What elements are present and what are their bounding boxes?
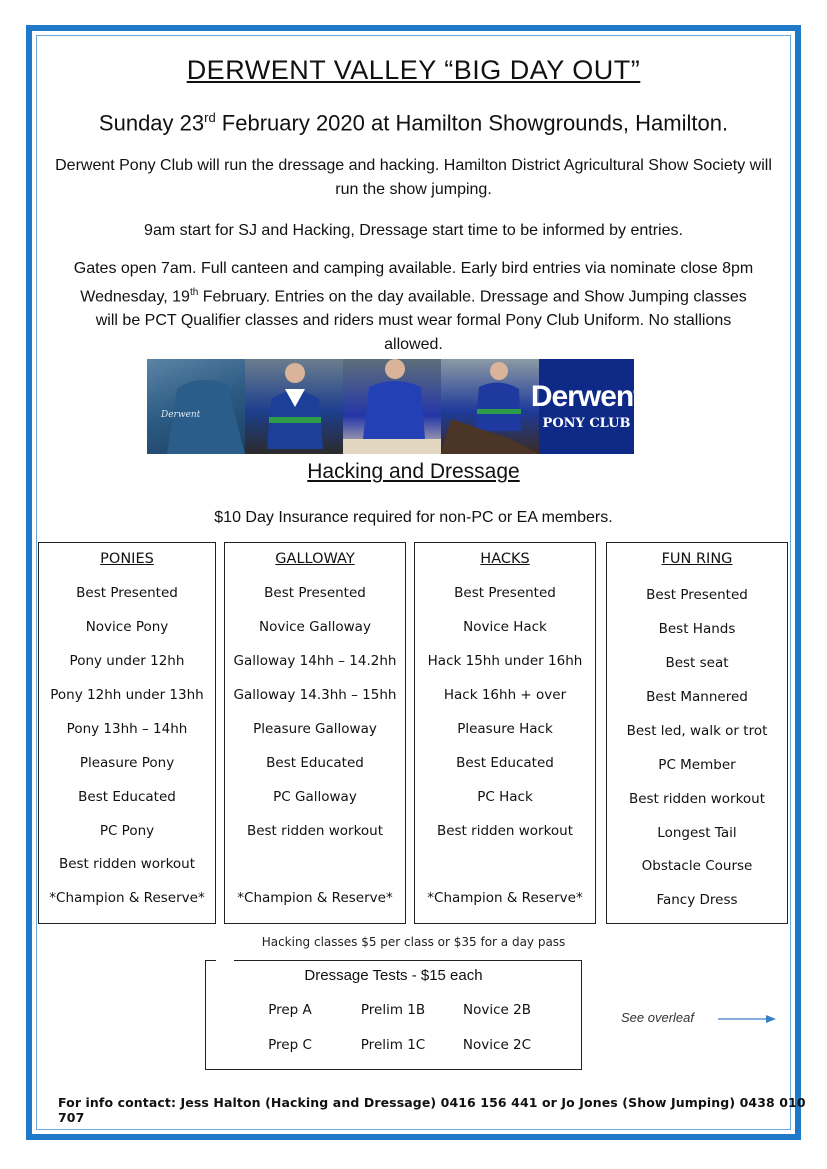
dressage-test: Novice 2C <box>462 1037 532 1053</box>
class-item: Galloway 14.3hh – 15hh <box>233 687 397 703</box>
class-item: Hack 15hh under 16hh <box>427 653 583 669</box>
intro-paragraph: Derwent Pony Club will run the dressage and hacking. Hamilton District Agricultural Show Society will run the show jumping. <box>55 157 772 198</box>
class-item: Pony 12hh under 13hh <box>50 687 204 703</box>
class-item: Pleasure Hack <box>457 721 553 737</box>
class-item: Best ridden workout <box>58 856 196 872</box>
dressage-test: Novice 2B <box>463 1002 531 1018</box>
class-item: PC Galloway <box>273 789 357 805</box>
class-box-galloway <box>224 542 406 924</box>
class-item: Best Presented <box>76 585 178 601</box>
class-box-ponies <box>38 542 216 924</box>
class-item: Best Educated <box>78 789 176 805</box>
rider-icon <box>343 359 441 454</box>
svg-text:Derwent: Derwent <box>161 410 201 420</box>
photo-rider-jacket <box>147 359 245 454</box>
class-item: Novice Galloway <box>259 619 371 635</box>
class-box-heading: GALLOWAY <box>275 551 355 567</box>
class-item: Best Hands <box>658 621 736 637</box>
class-item: Hack 16hh + over <box>443 687 567 703</box>
class-item: PC Hack <box>477 789 533 805</box>
photo-banner <box>147 359 643 454</box>
class-item: *Champion & Reserve* <box>237 890 393 906</box>
class-item: Fancy Dress <box>656 892 738 908</box>
photo-rider-two <box>245 359 343 454</box>
class-item: Best led, walk or trot <box>626 723 768 739</box>
class-item: Best Mannered <box>646 689 748 705</box>
class-item: Pleasure Pony <box>79 755 175 771</box>
class-box-heading: FUN RING <box>661 551 733 567</box>
derwent-pony-club-logo: Derwent PONY CLUB <box>539 359 634 454</box>
border-gap <box>216 959 234 963</box>
arrow-right-icon <box>718 1013 778 1025</box>
photo-rider-three <box>343 359 441 454</box>
hacking-fees-note: Hacking classes $5 per class or $35 for a day pass <box>261 935 566 949</box>
rider-icon <box>441 359 539 454</box>
section-title: Hacking and Dressage <box>307 460 520 483</box>
class-item: Best ridden workout <box>628 791 766 807</box>
class-item: Galloway 14hh – 14.2hh <box>233 653 397 669</box>
class-item: Pleasure Galloway <box>253 721 377 737</box>
dressage-title: Dressage Tests - $15 each <box>304 967 483 984</box>
class-item: Novice Hack <box>463 619 547 635</box>
jacket-icon <box>147 359 245 454</box>
class-item: PC Member <box>658 757 736 773</box>
gates-paragraph: Gates open 7am. Full canteen and camping available. Early bird entries via nominate close 8pm Wednesday, 19th February. Entries on the day available. Dressage and Show Jumping classes will be PCT Qualifier classes and riders must wear formal Pony Club Uniform. No stallions allowed. <box>73 260 754 354</box>
class-item: PC Pony <box>99 823 155 839</box>
class-item: Best Educated <box>456 755 554 771</box>
dressage-test: Prep C <box>268 1037 312 1053</box>
dressage-tests-box <box>205 960 582 1070</box>
start-times: 9am start for SJ and Hacking, Dressage start time to be informed by entries. <box>144 222 683 239</box>
class-item: Pony under 12hh <box>69 653 185 669</box>
event-title: DERWENT VALLEY “BIG DAY OUT” <box>186 55 641 85</box>
rider-icon <box>245 359 343 454</box>
class-item: Best Presented <box>264 585 366 601</box>
class-item: Best Presented <box>454 585 556 601</box>
class-item: Best seat <box>665 655 729 671</box>
class-item: Best Educated <box>266 755 364 771</box>
class-item: Best ridden workout <box>436 823 574 839</box>
dressage-test: Prelim 1C <box>360 1037 426 1053</box>
class-item: *Champion & Reserve* <box>49 890 205 906</box>
insurance-note: $10 Day Insurance required for non-PC or EA members. <box>214 509 613 526</box>
class-item: Pony 13hh – 14hh <box>66 721 188 737</box>
class-item: Obstacle Course <box>641 858 753 874</box>
class-item: Longest Tail <box>657 825 737 841</box>
event-date: Sunday 23rd February 2020 at Hamilton Showgrounds, Hamilton. <box>98 110 729 136</box>
contact-info: For info contact: Jess Halton (Hacking and Dressage) 0416 156 441 or Jo Jones (Show Jumping) 0438 010 707 <box>58 1095 806 1125</box>
class-box-fun-ring <box>606 542 788 924</box>
dressage-test: Prep A <box>268 1002 312 1018</box>
class-box-heading: HACKS <box>480 551 530 567</box>
photo-rider-four <box>441 359 539 454</box>
dressage-test: Prelim 1B <box>360 1002 426 1018</box>
class-box-heading: PONIES <box>100 551 154 567</box>
class-item: Best ridden workout <box>246 823 384 839</box>
class-item: *Champion & Reserve* <box>427 890 583 906</box>
see-overleaf-note: See overleaf <box>621 1010 694 1025</box>
class-box-hacks <box>414 542 596 924</box>
class-item: Novice Pony <box>85 619 169 635</box>
class-item: Best Presented <box>646 587 748 603</box>
